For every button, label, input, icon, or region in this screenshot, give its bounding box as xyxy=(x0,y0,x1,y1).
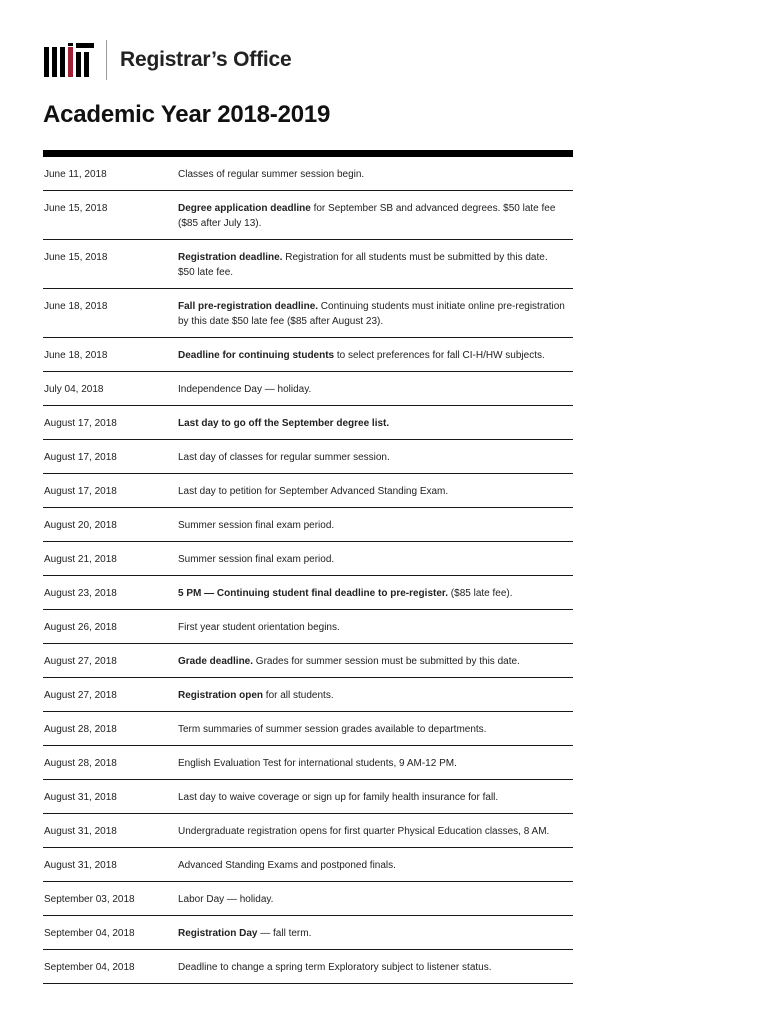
event-text: Continuing students must initiate online pre-registration by this date $50 late fee ($85 after August 23). xyxy=(178,301,565,327)
event-text: Last day to waive coverage or sign up for family health insurance for fall. xyxy=(178,792,499,803)
event-text: Last day of classes for regular summer session. xyxy=(178,452,390,463)
event-date: June 11, 2018 xyxy=(43,157,177,191)
event-date: June 15, 2018 xyxy=(43,240,177,289)
event-date: September 03, 2018 xyxy=(43,882,177,916)
event-highlight: Registration Day xyxy=(178,928,258,939)
calendar-row xyxy=(43,746,573,780)
event-description xyxy=(177,372,573,406)
calendar-row xyxy=(43,712,573,746)
calendar-table xyxy=(43,157,573,984)
event-date: August 28, 2018 xyxy=(43,746,177,780)
event-highlight: Degree application deadline xyxy=(178,203,311,214)
event-highlight: Grade deadline. xyxy=(178,656,254,667)
event-description xyxy=(177,576,573,610)
event-text: Independence Day — holiday. xyxy=(178,384,312,395)
event-date: September 04, 2018 xyxy=(43,916,177,950)
event-date: August 26, 2018 xyxy=(43,610,177,644)
event-text: Registration for all students must be submitted by this date. $50 late fee. xyxy=(178,252,548,278)
logo-divider xyxy=(106,40,107,80)
event-date: September 04, 2018 xyxy=(43,950,177,984)
event-description xyxy=(177,814,573,848)
calendar-row xyxy=(43,576,573,610)
event-description xyxy=(177,191,573,240)
event-date: June 18, 2018 xyxy=(43,289,177,338)
event-date: August 27, 2018 xyxy=(43,678,177,712)
mit-logo xyxy=(44,43,94,77)
event-text: — fall term. xyxy=(257,928,312,939)
calendar-row xyxy=(43,372,573,406)
event-description xyxy=(177,289,573,338)
event-text: Term summaries of summer session grades available to departments. xyxy=(178,724,487,735)
event-date: June 18, 2018 xyxy=(43,338,177,372)
event-description xyxy=(177,157,573,191)
calendar-row xyxy=(43,950,573,984)
calendar-row xyxy=(43,240,573,289)
event-text: ($85 late fee). xyxy=(448,588,513,599)
event-date: August 28, 2018 xyxy=(43,712,177,746)
calendar-row xyxy=(43,644,573,678)
event-date: August 23, 2018 xyxy=(43,576,177,610)
event-description xyxy=(177,848,573,882)
event-text: Advanced Standing Exams and postponed finals. xyxy=(178,860,396,871)
calendar-row xyxy=(43,157,573,191)
event-date: August 17, 2018 xyxy=(43,474,177,508)
event-highlight: Registration open xyxy=(178,690,264,701)
calendar-row xyxy=(43,678,573,712)
event-date: August 20, 2018 xyxy=(43,508,177,542)
calendar-row xyxy=(43,780,573,814)
event-description xyxy=(177,440,573,474)
event-highlight: 5 PM — Continuing student final deadline to pre-register. xyxy=(178,588,449,599)
event-description xyxy=(177,916,573,950)
event-highlight: Fall pre-registration deadline. xyxy=(178,301,319,312)
event-description xyxy=(177,746,573,780)
calendar-row xyxy=(43,338,573,372)
event-text: Deadline to change a spring term Exploratory subject to listener status. xyxy=(178,962,492,973)
calendar-row xyxy=(43,882,573,916)
event-description xyxy=(177,644,573,678)
calendar-row xyxy=(43,542,573,576)
event-text: Last day to petition for September Advanced Standing Exam. xyxy=(178,486,449,497)
event-date: August 31, 2018 xyxy=(43,780,177,814)
event-description xyxy=(177,338,573,372)
calendar-row xyxy=(43,289,573,338)
event-description xyxy=(177,610,573,644)
event-highlight: Last day to go off the September degree list. xyxy=(178,418,390,429)
event-date: August 17, 2018 xyxy=(43,440,177,474)
calendar-row xyxy=(43,406,573,440)
event-description xyxy=(177,950,573,984)
event-date: July 04, 2018 xyxy=(43,372,177,406)
event-text: English Evaluation Test for international students, 9 AM-12 PM. xyxy=(178,758,457,769)
event-text: First year student orientation begins. xyxy=(178,622,340,633)
event-text: for all students. xyxy=(263,690,334,701)
event-description xyxy=(177,678,573,712)
event-description xyxy=(177,780,573,814)
event-text: Grades for summer session must be submitted by this date. xyxy=(253,656,520,667)
calendar-row xyxy=(43,191,573,240)
calendar-row xyxy=(43,440,573,474)
event-text: for September SB and advanced degrees. $50 late fee ($85 after July 13). xyxy=(178,203,556,229)
event-highlight: Registration deadline. xyxy=(178,252,283,263)
page-title: Academic Year 2018-2019 xyxy=(43,101,331,128)
calendar-row xyxy=(43,916,573,950)
event-description xyxy=(177,474,573,508)
event-description xyxy=(177,712,573,746)
event-text: to select preferences for fall CI-H/HW subjects. xyxy=(334,350,545,361)
event-description xyxy=(177,508,573,542)
event-date: August 31, 2018 xyxy=(43,814,177,848)
event-description xyxy=(177,542,573,576)
event-text: Labor Day — holiday. xyxy=(178,894,274,905)
event-highlight: Deadline for continuing students xyxy=(178,350,335,361)
event-date: June 15, 2018 xyxy=(43,191,177,240)
calendar-row xyxy=(43,814,573,848)
event-description xyxy=(177,240,573,289)
event-text: Summer session final exam period. xyxy=(178,554,335,565)
office-name: Registrar’s Office xyxy=(120,48,292,71)
event-date: August 27, 2018 xyxy=(43,644,177,678)
calendar-row xyxy=(43,848,573,882)
calendar-row xyxy=(43,474,573,508)
calendar-row xyxy=(43,610,573,644)
calendar-row xyxy=(43,508,573,542)
event-date: August 17, 2018 xyxy=(43,406,177,440)
event-text: Undergraduate registration opens for first quarter Physical Education classes, 8 AM. xyxy=(178,826,550,837)
event-text: Classes of regular summer session begin. xyxy=(178,169,365,180)
header xyxy=(44,40,291,80)
event-date: August 31, 2018 xyxy=(43,848,177,882)
event-description xyxy=(177,882,573,916)
event-description xyxy=(177,406,573,440)
event-text: Summer session final exam period. xyxy=(178,520,335,531)
title-rule xyxy=(43,150,573,157)
event-date: August 21, 2018 xyxy=(43,542,177,576)
